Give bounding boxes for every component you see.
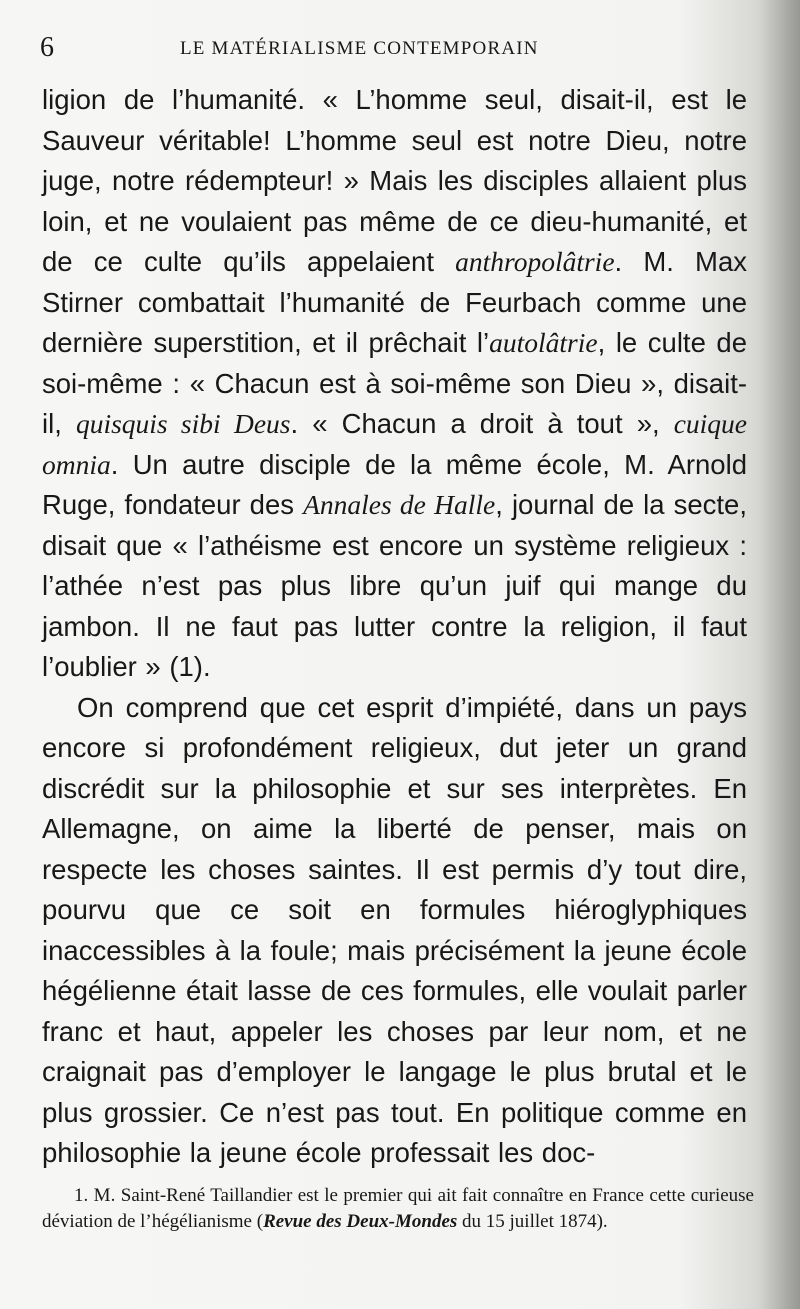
text-run: ligion de l’humanité. « L’homme seul, disait-il, est le Sauveur véritable! L’homme seul est notre Dieu, notre juge, notre rédempteur! » Mais les disciples allaient plus loin, et ne voulaient pas même de ce dieu-humanité, et de ce culte qu’ils appelaient bbox=[42, 84, 747, 277]
paragraph-2: On comprend que cet esprit d’impiété, dans un pays encore si profondément religieux, dut jeter un grand discrédit sur la philosophie et sur ses interprètes. En Allemagne, on aime la liberté de penser, mais on respecte les choses saintes. Il est permis d’y tout dire, pourvu que ce soit en formules hiéroglyphiques inaccessibles à la foule; mais précisément la jeune école hégélienne était lasse de ces formules, elle voulait parler franc et haut, appeler les choses par leur nom, et ne craignait pas d’employer le langage le plus brutal et le plus grossier. Ce n’est pas tout. En politique comme en philosophie la jeune école professait les doc- bbox=[42, 691, 747, 1168]
italic-term: anthropolâtrie bbox=[455, 246, 615, 277]
text-run: , journal de la secte, disait que « l’athéisme est encore un système religieux : l’athée n’est pas plus libre qu’un juif qui mange du jambon. Il ne faut pas lutter contre la religion, il faut l’oublier » (1). bbox=[42, 489, 747, 682]
main-text bbox=[42, 80, 747, 1174]
page-header bbox=[40, 32, 760, 72]
italic-quote: quisquis sibi Deus bbox=[75, 408, 291, 439]
text-run: M. Saint-René Taillandier est le premier qui ait fait connaître en France cette curieuse déviation de l’hégélianisme ( bbox=[42, 1185, 754, 1232]
footnote-marker: 1. bbox=[74, 1185, 89, 1206]
journal-title: Revue des Deux-Mondes bbox=[263, 1211, 458, 1232]
italic-title: Annales de Halle bbox=[303, 489, 496, 520]
text-run: . M. Max Stirner combattait l’humanité de Feurbach comme une dernière superstition, et il prêchait l’ bbox=[42, 246, 747, 358]
italic-term: autolâtrie bbox=[489, 327, 598, 358]
text-run: , le culte de soi-même : « Chacun est à soi-même son Dieu », disait-il, bbox=[42, 327, 747, 439]
running-title: LE MATÉRIALISME CONTEMPORAIN bbox=[180, 38, 539, 59]
page-number: 6 bbox=[40, 32, 54, 63]
text-run: du 15 juillet 1874). bbox=[457, 1211, 608, 1232]
text-run: . Un autre disciple de la même école, M. Arnold Ruge, fondateur des bbox=[42, 448, 747, 520]
page-edge-shadow bbox=[760, 0, 800, 1309]
text-run: . « Chacun a droit à tout », bbox=[290, 408, 674, 439]
italic-quote: cuique omnia bbox=[42, 408, 748, 480]
paragraph-1 bbox=[42, 80, 747, 688]
footnote-paragraph bbox=[42, 1183, 754, 1235]
footnote bbox=[42, 1183, 754, 1235]
